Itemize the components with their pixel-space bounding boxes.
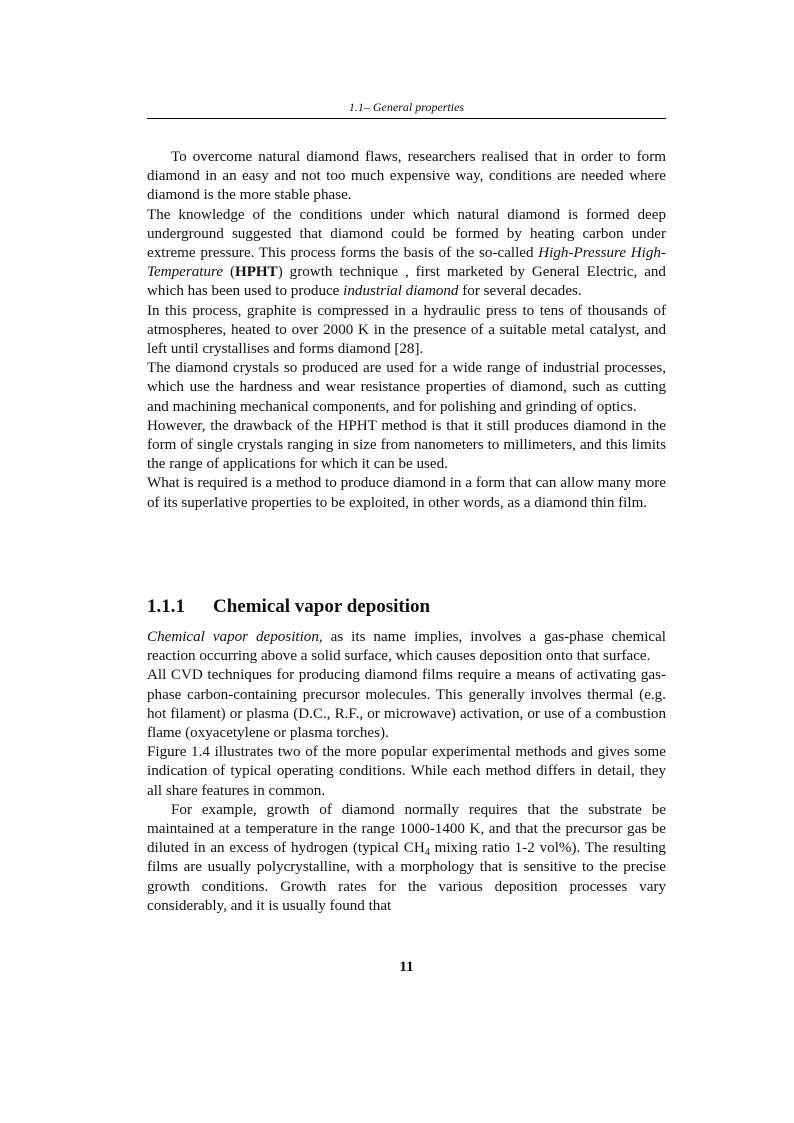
- paragraph: However, the drawback of the HPHT method is that it still produces diamond in the form of single crystals ranging in size from nanometers to millimeters, and this limits the range of applications for which it can be used.: [147, 417, 666, 473]
- paragraph: All CVD techniques for producing diamond films require a means of activating gas-phase carbon-containing precursor molecules. This generally involves thermal (e.g. hot filament) or plasma (D.C., R.F., or microwave) activation, or use of a combustion flame (oxyacetylene or plasma torches).: [147, 667, 666, 742]
- paragraph: To overcome natural diamond flaws, researchers realised that in order to form diamond in an easy and not too much expensive way, conditions are needed where diamond is the more stable phase.: [147, 149, 666, 204]
- text-run: The knowledge of the conditions under which natural diamond is formed deep underground suggested that diamond could be formed by heating carbon under extreme pressure. This process forms the basis of the so-called: [147, 206, 666, 262]
- text-run: (: [223, 264, 235, 281]
- term-acronym: HPHT: [234, 264, 278, 281]
- term-emphasis: Chemical vapor deposition: [147, 629, 319, 645]
- intro-text: [147, 148, 666, 513]
- text-run: mixing ratio 1-2 vol%). The resulting films are usually polycrystalline, with a morphology that is sensitive to the precise growth conditions. Growth rates for the various deposition processes vary considerably, and it is usually found that: [147, 840, 666, 914]
- paragraph: What is required is a method to produce diamond in a form that can allow many more of its superlative properties to be exploited, in other words, as a diamond thin film.: [147, 475, 666, 511]
- paragraph: [147, 628, 666, 666]
- running-header: [147, 98, 666, 119]
- cvd-text: [147, 628, 666, 916]
- paragraph: [147, 206, 666, 302]
- paragraph: Figure 1.4 illustrates two of the more popular experimental methods and gives some indication of typical operating conditions. While each method differs in detail, they all share features in common.: [147, 744, 666, 799]
- text-run: ) growth technique , first marketed by General Electric, and which has been used to produce: [147, 264, 666, 300]
- term-emphasis: High-Pressure High-Temperature: [147, 245, 666, 281]
- section-heading: [147, 594, 666, 620]
- running-title: 1.1– General properties: [348, 100, 465, 114]
- text-run: For example, growth of diamond normally requires that the substrate be maintained at a temperature in the range 1000-1400 K, and that the precursor gas be diluted in an excess of hydrogen (typical CH: [147, 801, 666, 857]
- page-number: 11: [399, 959, 414, 975]
- term-emphasis: industrial diamond: [343, 283, 459, 300]
- paragraph: In this process, graphite is compressed in a hydraulic press to tens of thousands of atmospheres, heated to over 2000 K in the presence of a suitable metal catalyst, and left until crystallises and forms diamond [28].: [147, 302, 666, 358]
- paragraph: The diamond crystals so produced are used for a wide range of industrial processes, which use the hardness and wear resistance properties of diamond, such as cutting and machining mechanical components, and for polishing and grinding of optics.: [147, 360, 666, 415]
- section-number: 1.1.1: [147, 596, 185, 617]
- text-run: , as its name implies, involves a gas-phase chemical reaction occurring above a solid surface, which causes deposition onto that surface.: [147, 629, 666, 665]
- section-title: Chemical vapor deposition: [213, 596, 431, 617]
- text-run: for several decades.: [458, 283, 582, 300]
- paragraph: [147, 801, 666, 916]
- subscript: 4: [424, 847, 430, 859]
